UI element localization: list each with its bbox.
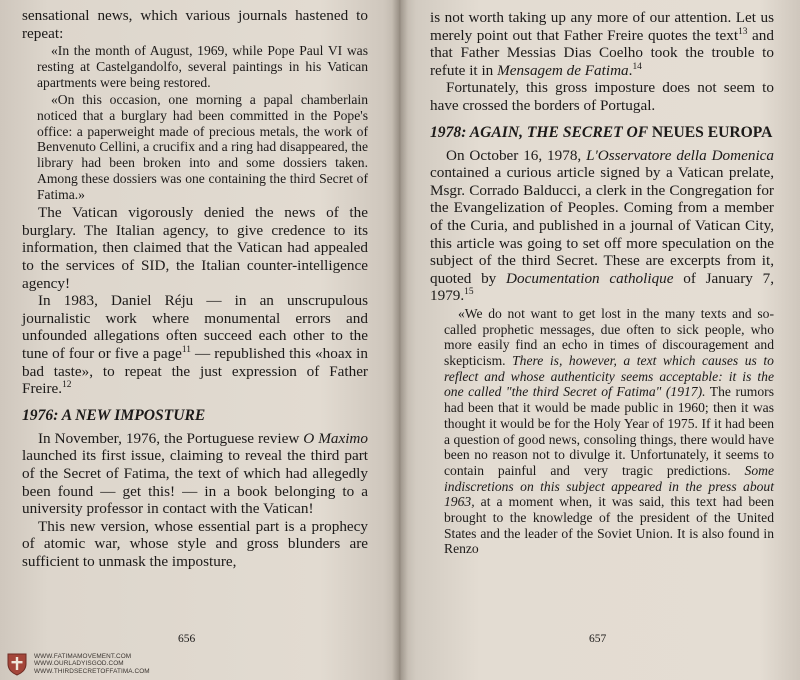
footer-url-3[interactable]: WWW.THIRDSECRETOFFATIMA.COM [34,667,150,675]
right-paragraph-1-text-b: and that Father Messias Dias Coelho took the trouble to refute it in [430,26,774,79]
right-quote-text-a: «We do not want to get lost in the many texts and so-called prophetic messages, due often to sick people, who more easily find an echo in times of discouragement and skepticism. [444,305,774,369]
right-paragraph-3-text-b: contained a curious article signed by a Vatican prelate, Msgr. Corrado Balducci, a clerk in the Congregation for the Evangelization of Peoples. Coming from a member of the Curia, and published in a journal of Vatican City, this article was going to set off more speculation on the subject of the third Secret. These are excerpts from it, quoted by [430,164,774,287]
right-paragraph-3-journal: L'Osservatore della Domenica [586,146,774,164]
left-paragraph-2-text-b: — republished this «hoax in bad taste», to repeat the just expression of Father Freire. [22,344,368,398]
page-number-right: 657 [589,633,607,645]
right-page [405,0,800,680]
page-number-left: 656 [178,633,196,645]
section-heading-1976: 1976: A NEW IMPOSTURE [22,406,206,424]
right-paragraph-3-text-c: of January 7, 1979. [430,269,775,305]
left-paragraph-3-text-b: launched its first issue, claiming to reveal the third part of the Secret of Fatima, the text of which had allegedly been found — get this! — in a book belonging to a university professor in contact with the Vatican! [22,447,368,518]
footnote-ref-13: 13 [738,26,748,37]
left-paragraph-2 [22,292,368,398]
left-quote-1: «In the month of August, 1969, while Pope Paul VI was resting at Castelgandolfo, several paintings in his Vatican apartments were being restored. [37,43,368,90]
right-quote-text-b: The rumors had been that it would be made public in 1960; then it was thought it would be for the Holy Year of 1975. If it had been a question of good news, consoling things, there would have been no reason not to divulge it. Unfortunately, it seems to contain painful and very tragic predictions. [444,384,774,478]
section-heading-1978-text-a: 1978: AGAIN, THE SECRET OF [430,123,652,141]
right-quote [444,306,774,557]
left-intro-paragraph: sensational news, which various journals hastened to repeat: [22,7,368,42]
left-page-text [22,7,368,571]
left-paragraph-1: The Vatican vigorously denied the news of the burglary. The Italian agency, to give credence to its information, then claimed that the Vatican had appealed to the services of SID, the Italian counter-intelligence agency! [22,204,368,292]
right-paragraph-1-text-a: is not worth taking up any more of our attention. Let us merely point out that Father Freire quotes the text [430,9,774,44]
footnote-ref-14: 14 [632,61,642,72]
right-page-text [430,9,774,559]
right-paragraph-2: Fortunately, this gross imposture does not seem to have crossed the borders of Portugal. [430,79,774,114]
shield-crest-icon [6,652,28,676]
right-paragraph-1-text-c: . [628,61,633,79]
right-quote-emphasis-1: There is, however, a text which causes us to reflect and whose authenticity seems acceptable: it is the one called "the third Secret of Fatima" (1917). [444,353,774,400]
left-paragraph-3-text-a: In November, 1976, the Portuguese review [38,429,304,447]
section-heading-1978-text-b: NEUES EUROPA [651,123,773,141]
right-paragraph-3-source: Documentation catholique [506,269,674,287]
footnote-ref-11: 11 [181,344,191,355]
left-paragraph-2-text-a: In 1983, Daniel Réju — in an unscrupulous journalistic work where monumental errors and unfounded allegations often succeed each other to the tune of four or five a page [22,292,368,362]
right-quote-text-c: at a moment when, it was said, this text had been brought to the knowledge of the president of the United States and the leader of the Soviet Union. It is also found in Renzo [444,494,774,557]
footer-url-1[interactable]: WWW.FATIMAMOVEMENT.COM [34,652,132,660]
right-paragraph-3 [430,147,774,305]
right-paragraph-1 [430,9,774,79]
footer-urls [34,653,150,675]
footer-url-2[interactable]: WWW.OURLADYISGOD.COM [34,660,124,668]
left-paragraph-3 [22,430,368,518]
footnote-ref-15: 15 [464,287,474,298]
left-quote-2: «On this occasion, one morning a papal chamberlain noticed that a burglary had been committed in the Pope's office: a paperweight made of precious metals, the work of Benvenuto Cellini, a crucifix and a ring had disappeared, the library had been broken into and some dossiers taken. Among these dossiers was one containing the third Secret of Fatima.» [37,92,368,202]
left-paragraph-3-title: O Maximo [303,429,368,447]
right-paragraph-1-title: Mensagem de Fatima [497,61,629,79]
website-footer [6,652,150,676]
right-quote-emphasis-2: Some indiscretions on this subject appeared in the press about 1963, [444,462,774,510]
section-heading-1978 [430,124,774,142]
footnote-ref-12: 12 [62,380,72,391]
right-paragraph-3-text-a: On October 16, 1978, [446,146,587,164]
left-page [0,0,395,680]
left-paragraph-4: This new version, whose essential part is a prophecy of atomic war, whose style and gross blunders are sufficient to unmask the imposture, [22,517,368,570]
